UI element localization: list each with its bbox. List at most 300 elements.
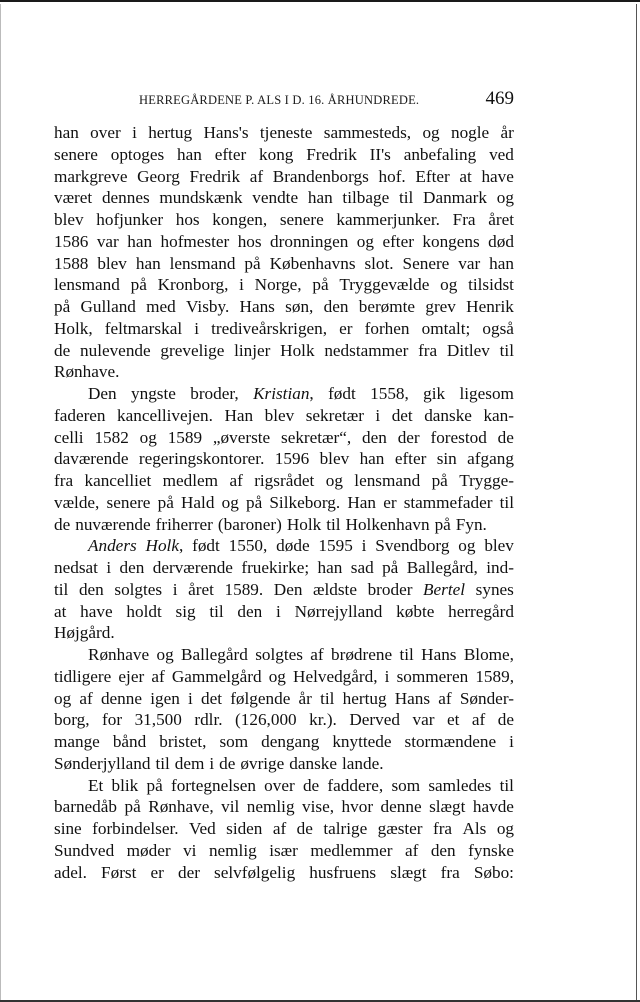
- word: i: [194, 318, 199, 338]
- text-line: [54, 514, 514, 536]
- text-line: [54, 144, 514, 166]
- word: dem: [174, 753, 205, 773]
- word: til: [326, 514, 341, 534]
- word: 1582: [94, 427, 129, 447]
- word: medlemmer: [310, 840, 393, 860]
- word: 1586: [54, 231, 89, 251]
- word: i: [384, 666, 390, 686]
- word: Sønder-: [459, 688, 514, 708]
- word: friherrer: [155, 514, 213, 534]
- word: Ved: [188, 819, 216, 838]
- word: for: [102, 710, 123, 730]
- word: især: [269, 840, 298, 860]
- word: optoges: [110, 144, 165, 164]
- word: hertug: [342, 688, 387, 708]
- word: husfruens: [309, 862, 377, 882]
- word: have: [481, 166, 514, 186]
- word: Norge,: [254, 275, 302, 295]
- word: i: [375, 405, 381, 425]
- word: mundskænk: [159, 188, 243, 208]
- word: efter: [214, 144, 247, 164]
- word: på: [124, 797, 141, 817]
- word: de: [54, 514, 71, 534]
- word: dennes: [101, 188, 150, 208]
- word: lande.: [342, 753, 384, 773]
- word: fra: [418, 340, 438, 360]
- word: sekretær: [305, 405, 364, 425]
- word: hof.: [378, 166, 406, 186]
- word: talrige: [323, 819, 368, 838]
- word: Et: [88, 775, 104, 795]
- word: Derved: [349, 710, 400, 730]
- word: og: [156, 645, 174, 664]
- word: adel.: [54, 862, 87, 882]
- word: ældste: [313, 579, 357, 599]
- word: vise,: [302, 797, 335, 817]
- word: til: [155, 753, 170, 773]
- word: på: [431, 471, 448, 490]
- text-line: [54, 862, 514, 884]
- word: Kronborg,: [157, 275, 229, 295]
- word: yngste: [131, 384, 176, 403]
- word: øvrige: [240, 753, 285, 773]
- word: Sundved: [54, 840, 115, 860]
- word: kongens: [422, 231, 480, 251]
- word: hofmester: [160, 231, 230, 251]
- word: 1596: [274, 449, 310, 469]
- word: solgtes: [255, 645, 303, 664]
- word: Hans's: [203, 123, 249, 142]
- word: var: [96, 231, 119, 251]
- word: nuværende: [75, 514, 151, 534]
- word: slot.: [364, 253, 394, 273]
- word: Senere: [402, 253, 450, 273]
- paragraph: [54, 122, 514, 383]
- word: herregård: [448, 601, 514, 621]
- word: de: [54, 340, 71, 360]
- word: bånd: [112, 732, 147, 751]
- word: er: [150, 862, 164, 882]
- word: sine: [54, 819, 82, 838]
- word: siden: [226, 819, 263, 838]
- text-line: [54, 688, 514, 710]
- word: fra: [440, 862, 460, 882]
- word: han: [135, 253, 161, 273]
- word: Fredrik: [189, 166, 241, 186]
- word: og: [54, 688, 72, 708]
- word: han: [127, 231, 153, 251]
- word: Efter: [415, 166, 450, 186]
- word: der: [177, 862, 200, 882]
- word: dronningen: [270, 231, 349, 251]
- paragraph: [54, 644, 514, 775]
- word: og: [422, 123, 440, 142]
- word: Rønhave: [88, 645, 150, 664]
- word: Tryggevælde: [339, 275, 430, 295]
- word: Visby.: [186, 297, 230, 316]
- word: blik: [111, 775, 139, 795]
- word: over: [90, 123, 121, 142]
- word: Trygge-: [459, 471, 514, 490]
- word: feltmarskal: [104, 318, 183, 338]
- text-line: [54, 427, 514, 449]
- word: til: [499, 340, 514, 360]
- word: året: [488, 210, 514, 229]
- word: Søbo:: [473, 862, 514, 882]
- word: Kristian,: [253, 384, 314, 403]
- word: nogle: [450, 123, 490, 142]
- text-line: [54, 383, 514, 405]
- word: Den: [273, 579, 303, 599]
- word: den: [323, 297, 349, 316]
- word: død: [488, 231, 514, 251]
- word: trediveårskrigen,: [211, 318, 328, 338]
- text-line: [54, 209, 514, 231]
- word: Danmark: [423, 188, 487, 208]
- word: at: [459, 166, 472, 186]
- word: 1558,: [370, 384, 409, 403]
- word: af: [404, 840, 419, 860]
- word: synes: [475, 579, 514, 599]
- word: 1589.: [224, 579, 264, 599]
- text-line: [54, 122, 514, 144]
- word: født: [328, 384, 356, 403]
- word: er: [339, 318, 353, 338]
- word: af: [151, 666, 165, 686]
- word: faddere,: [327, 775, 384, 795]
- word: tilsidst: [468, 275, 514, 295]
- word: hos: [175, 210, 200, 229]
- word: vendte: [252, 188, 299, 208]
- word: hofjunker: [96, 210, 164, 229]
- page-number: 469: [485, 88, 514, 109]
- word: det: [200, 688, 222, 708]
- word: knyttede: [332, 732, 392, 751]
- word: sammesteds,: [323, 123, 412, 142]
- word: af: [79, 688, 93, 708]
- text-line: [54, 340, 514, 362]
- word: slægt: [429, 797, 466, 817]
- word: på: [130, 275, 147, 295]
- word: i: [188, 688, 193, 708]
- word: blev: [97, 253, 127, 273]
- word: senere: [106, 492, 151, 512]
- word: de: [497, 427, 514, 447]
- word: lensmand: [169, 253, 236, 273]
- word: Han: [347, 492, 377, 512]
- word: borg,: [54, 710, 90, 730]
- text-line: [54, 601, 514, 623]
- word: ejer: [118, 666, 145, 686]
- word: var: [412, 710, 435, 730]
- word: vil: [221, 797, 240, 817]
- word: at: [54, 601, 67, 621]
- word: år: [298, 688, 312, 708]
- text-line: [54, 318, 514, 340]
- word: af: [310, 645, 324, 664]
- word: efter: [382, 231, 414, 251]
- word: medlem: [162, 471, 219, 490]
- text-line: [54, 492, 514, 514]
- word: kancelliet: [84, 471, 152, 490]
- word: året: [188, 579, 214, 599]
- text-line: [54, 361, 514, 383]
- word: Holk: [286, 514, 322, 534]
- word: 1550,: [228, 536, 268, 556]
- word: sig: [175, 601, 196, 621]
- word: berømte: [358, 297, 416, 316]
- text-line: [54, 253, 514, 275]
- word: i: [239, 275, 244, 295]
- word: og: [356, 231, 374, 251]
- word: nedsat: [54, 558, 98, 577]
- text-line: [54, 622, 514, 644]
- word: på: [382, 558, 399, 577]
- word: forbindelser.: [92, 819, 179, 838]
- text-line: [54, 448, 514, 470]
- word: (126,000: [235, 710, 297, 730]
- text-line: [54, 579, 514, 601]
- paragraph: [54, 383, 514, 535]
- word: blev: [319, 449, 350, 469]
- word: den: [430, 840, 456, 860]
- word: gæster: [377, 819, 423, 838]
- word: på: [434, 514, 451, 534]
- word: Hans: [421, 645, 457, 664]
- word: markgreve: [54, 166, 128, 186]
- word: den: [78, 579, 104, 599]
- word: Han: [224, 405, 254, 425]
- word: i: [509, 732, 514, 751]
- word: „øverste: [212, 427, 271, 447]
- text-line: [54, 166, 514, 188]
- word: møder: [126, 840, 171, 860]
- word: og: [440, 275, 458, 295]
- word: kongen,: [212, 210, 268, 229]
- word: Hans: [239, 297, 275, 316]
- word: have: [80, 601, 113, 621]
- word: forhen: [364, 318, 410, 338]
- word: i: [276, 601, 281, 621]
- word: (baroner): [217, 514, 282, 534]
- word: hos: [237, 231, 262, 251]
- word: blev: [54, 210, 84, 229]
- text-line: [54, 470, 514, 492]
- word: Hans: [394, 688, 431, 708]
- word: af: [438, 688, 452, 708]
- word: rdlr.: [194, 710, 223, 730]
- word: solgtes: [114, 579, 163, 599]
- word: over: [264, 775, 295, 795]
- word: mange: [54, 732, 100, 751]
- word: lensmand: [354, 471, 421, 490]
- word: denne: [100, 688, 142, 708]
- text-line: [54, 796, 514, 818]
- word: Ballegård: [181, 645, 248, 664]
- word: faderen: [54, 405, 106, 425]
- word: sad: [350, 558, 374, 577]
- word: ind-: [486, 558, 514, 577]
- word: Holk,: [145, 536, 184, 556]
- word: celli: [54, 427, 84, 447]
- word: Bertel: [423, 579, 466, 599]
- word: vi: [183, 840, 197, 860]
- word: fynske: [468, 840, 514, 860]
- word: anbefaling: [403, 144, 477, 164]
- word: af: [272, 819, 287, 838]
- word: grev: [425, 297, 456, 316]
- word: broder: [367, 579, 413, 599]
- word: på: [244, 253, 261, 273]
- word: denne: [380, 797, 422, 817]
- word: dengang: [261, 732, 320, 751]
- word: Holk,: [54, 318, 93, 338]
- word: og: [458, 536, 476, 556]
- word: også: [482, 318, 514, 338]
- text-line: [54, 753, 514, 775]
- word: i: [106, 558, 112, 577]
- word: fra: [54, 471, 74, 490]
- word: Holk: [280, 340, 315, 360]
- word: Fredrik: [306, 144, 357, 164]
- word: sekretær“,: [281, 427, 352, 447]
- running-title: HERREGÅRDENE P. ALS I D. 16. ÅRHUNDREDE.: [139, 93, 420, 107]
- word: og: [325, 471, 343, 490]
- word: til: [320, 688, 335, 708]
- word: efter: [394, 449, 427, 469]
- word: til: [499, 775, 514, 795]
- word: år: [500, 123, 514, 142]
- word: barnedåb: [54, 797, 117, 817]
- word: Københavns: [269, 253, 356, 273]
- word: de: [497, 710, 514, 730]
- paragraph: [54, 775, 514, 884]
- word: slægt: [390, 862, 427, 882]
- word: til: [399, 645, 414, 664]
- word: han: [177, 144, 202, 164]
- word: gik: [423, 384, 446, 403]
- word: kammerjunker.: [336, 210, 440, 229]
- word: regeringskontorer.: [138, 449, 265, 469]
- word: på: [54, 297, 71, 316]
- word: Nørrejylland: [294, 601, 383, 621]
- word: ligesom: [459, 384, 514, 403]
- word: på: [146, 775, 163, 795]
- word: rigsrådet: [254, 471, 315, 490]
- text-line: [54, 666, 514, 688]
- word: Højgård.: [54, 623, 115, 643]
- word: Fra: [452, 210, 476, 229]
- word: 1589: [167, 427, 203, 447]
- text-line: [54, 231, 514, 253]
- word: tilbage: [342, 188, 390, 208]
- word: vælde,: [54, 492, 100, 512]
- word: af: [471, 710, 486, 730]
- word: 1589,: [475, 666, 514, 686]
- word: til: [54, 579, 69, 599]
- word: derværende: [152, 558, 233, 577]
- word: igen: [150, 688, 180, 708]
- page-right-edge: [636, 4, 637, 1000]
- word: på: [157, 492, 174, 512]
- word: 1588: [54, 253, 89, 273]
- word: af: [249, 166, 264, 186]
- word: og: [221, 492, 239, 512]
- word: Den: [88, 384, 117, 403]
- word: et: [446, 710, 460, 730]
- word: holdt: [126, 601, 162, 621]
- word: stormændene: [404, 732, 497, 751]
- word: Rønhave,: [148, 797, 214, 817]
- word: i: [172, 579, 178, 599]
- word: 31,500: [134, 710, 182, 730]
- word: i: [361, 536, 367, 556]
- word: fortegnelsen: [170, 775, 256, 795]
- word: Als: [462, 819, 487, 838]
- word: og: [496, 819, 514, 838]
- word: bristet,: [159, 732, 207, 751]
- word: danske: [424, 405, 472, 425]
- word: Silkeborg.: [269, 492, 341, 512]
- word: linjer: [234, 340, 271, 360]
- word: afgang: [467, 449, 514, 469]
- word: Blome,: [463, 645, 514, 664]
- word: søn,: [285, 297, 314, 316]
- word: følgende: [230, 688, 291, 708]
- text-line: [54, 274, 514, 296]
- word: han: [317, 558, 343, 577]
- word: Henrik: [466, 297, 514, 316]
- word: nemlig: [246, 797, 295, 817]
- word: forestod: [430, 427, 487, 447]
- word: Brandenborgs: [272, 166, 369, 186]
- word: den: [362, 427, 387, 447]
- word: de: [302, 775, 320, 795]
- word: Ballegård,: [406, 558, 478, 577]
- word: daværende: [54, 449, 129, 469]
- word: selvfølgelig: [214, 862, 296, 882]
- word: tjeneste: [259, 123, 313, 142]
- word: og: [268, 666, 286, 686]
- word: i: [209, 753, 215, 773]
- word: på: [245, 492, 263, 512]
- word: danske: [289, 753, 338, 773]
- word: af: [229, 471, 243, 490]
- word: blev: [264, 405, 295, 425]
- word: hvor: [341, 797, 374, 817]
- text-line: [54, 296, 514, 318]
- word: Sønderjylland: [54, 753, 151, 773]
- text-line: [54, 535, 514, 557]
- word: stammefader: [403, 492, 493, 512]
- word: senere: [54, 144, 98, 164]
- word: været: [54, 188, 93, 208]
- word: ved: [489, 144, 514, 164]
- word: til: [398, 188, 414, 208]
- text-line: [54, 644, 514, 666]
- word: og: [496, 188, 514, 208]
- word: til: [209, 601, 224, 621]
- word: 1595: [318, 536, 353, 556]
- word: Anders: [88, 536, 137, 556]
- word: fra: [432, 819, 453, 838]
- word: Fyn.: [455, 514, 487, 534]
- word: den: [237, 601, 263, 621]
- text-line: [54, 187, 514, 209]
- word: han: [359, 449, 385, 469]
- word: til: [499, 492, 514, 512]
- word: II's: [369, 144, 391, 164]
